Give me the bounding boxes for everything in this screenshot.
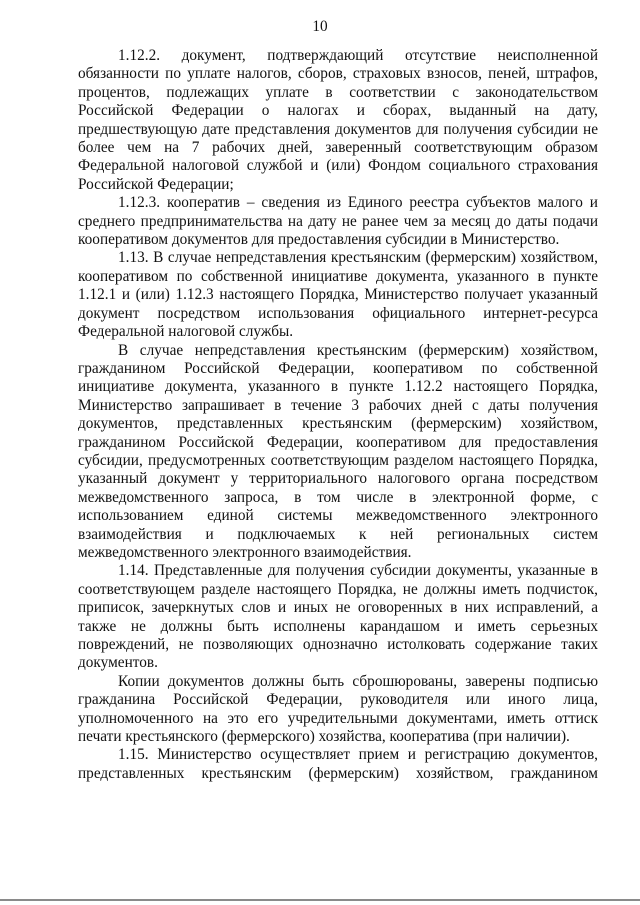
body-text <box>78 47 598 783</box>
paragraph-1-13: 1.13. В случае непредставления крестьянским (фермерским) хозяйством, кооперативом по собственной инициативе документа, указанного в пункте 1.12.1 и (или) 1.12.3 настоящего Порядка, Министерство получает указанный документ посредством использования официального интернет-ресурса Федеральной налоговой службы. <box>78 249 598 341</box>
page-number: 10 <box>312 18 328 35</box>
paragraph-1-13-continued: В случае непредставления крестьянским (фермерским) хозяйством, гражданином Российской Федерации, кооперативом по собственной инициативе документа, указанного в пункте 1.12.2 настоящего Порядка, Министерство запрашивает в течение 3 рабочих дней с даты получения документов, представленных крестьянским (фермерским) хозяйством, гражданином Российской Федерации, кооперативом для предоставления субсидии, предусмотренных соответствующим разделом настоящего Порядка, указанный документ у территориального налогового органа посредством межведомственного запроса, в том числе в электронной форме, с использованием единой системы межведомственного электронного взаимодействия и подключаемых к ней региональных систем межведомственного электронного взаимодействия. <box>78 341 598 561</box>
paragraph-1-14-copies: Копии документов должны быть сброшюрованы, заверены подписью гражданина Российской Федерации, руководителя или иного лица, уполномоченного на это его учредительными документами, иметь оттиск печати крестьянского (фермерского) хозяйства, кооператива (при наличии). <box>78 672 598 746</box>
paragraph-1-12-3: 1.12.3. кооператив – сведения из Единого реестра субъектов малого и среднего предпринимательства на дату не ранее чем за месяц до даты подачи кооперативом документов для предоставления субсидии в Министерство. <box>78 194 598 249</box>
paragraph-1-14: 1.14. Представленные для получения субсидии документы, указанные в соответствующем разделе настоящего Порядка, не должны иметь подчисток, приписок, зачеркнутых слов и иных не оговоренных в них исправлений, а также не должны быть исполнены карандашом и иметь серьезных повреждений, не позволяющих однозначно истолковать содержание таких документов. <box>78 562 598 672</box>
paragraph-1-12-2: 1.12.2. документ, подтверждающий отсутствие неисполненной обязанности по уплате налогов, сборов, страховых взносов, пеней, штрафов, процентов, подлежащих уплате в соответствии с законодательством Российской Федерации о налогах и сборах, выданный на дату, предшествующую дате представления документов для получения субсидии не более чем на 7 рабочих дней, заверенный соответствующим образом Федеральной налоговой службой и (или) Фондом социального страхования Российской Федерации; <box>78 47 598 193</box>
bottom-scan-edge <box>0 899 640 901</box>
paragraph-1-15: 1.15. Министерство осуществляет прием и регистрацию документов, представленных крестьянским (фермерским) хозяйством, гражданином <box>78 746 598 782</box>
